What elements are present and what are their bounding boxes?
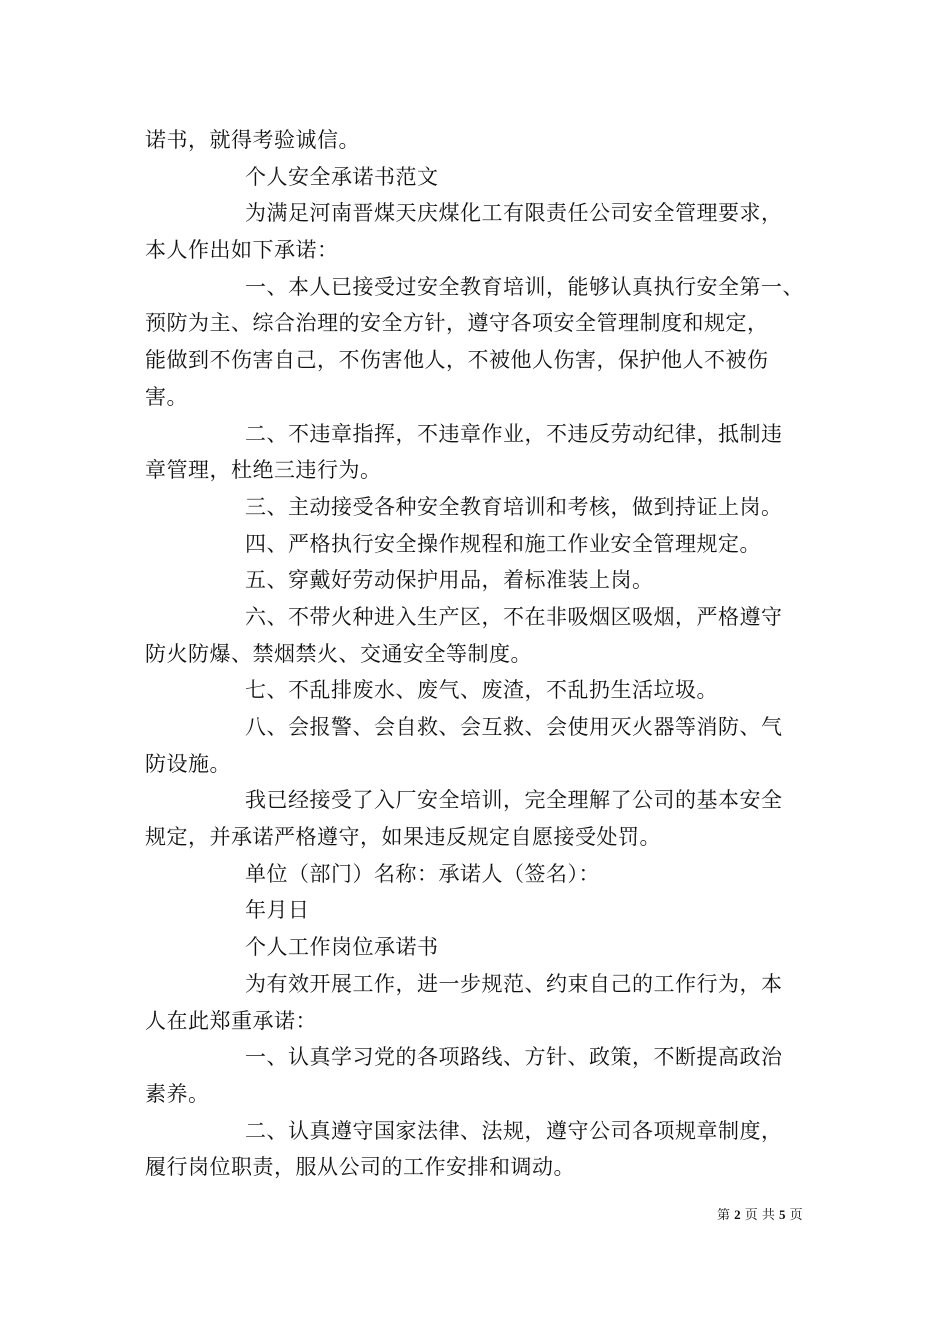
text-line: 害。: [145, 384, 188, 409]
text-line: 能做到不伤害自己，不伤害他人，不被他人伤害，保护他人不被伤: [145, 348, 769, 373]
total-page-number: 5: [779, 1207, 786, 1222]
text-line: 人在此郑重承诺：: [145, 1008, 317, 1033]
text-line: 预防为主、综合治理的安全方针，遵守各项安全管理制度和规定，: [145, 311, 769, 336]
text-line: 二、认真遵守国家法律、法规，遵守公司各项规章制度，: [245, 1118, 783, 1143]
text-line: 诺书，就得考验诚信。: [145, 128, 360, 152]
text-line: 一、本人已接受过安全教育培训，能够认真执行安全第一、: [245, 274, 804, 299]
text-line: 八、会报警、会自救、会互救、会使用灭火器等消防、气: [245, 715, 783, 739]
text-line: 素养。: [145, 1081, 210, 1106]
text-line: 四、严格执行安全操作规程和施工作业安全管理规定。: [245, 531, 761, 556]
signature-line: 单位（部门）名称：承诺人（签名）：: [245, 861, 600, 886]
text-line: 防火防爆、禁烟禁火、交通安全等制度。: [145, 641, 532, 666]
text-line: 本人作出如下承诺：: [145, 238, 339, 263]
text-line: 履行岗位职责，服从公司的工作安排和调动。: [145, 1155, 575, 1180]
text-line: 五、穿戴好劳动保护用品，着标准装上岗。: [245, 568, 654, 593]
section-title-safety-pledge: 个人安全承诺书范文: [245, 164, 439, 189]
section-title-job-pledge: 个人工作岗位承诺书: [245, 935, 439, 960]
page-number-footer: [717, 1206, 803, 1225]
footer-middle: 页 共: [740, 1208, 780, 1223]
text-line: 三、主动接受各种安全教育培训和考核，做到持证上岗。: [245, 494, 783, 519]
text-line: 防设施。: [145, 751, 231, 776]
footer-suffix: 页: [785, 1208, 803, 1223]
text-line: 规定，并承诺严格遵守，如果违反规定自愿接受处罚。: [145, 825, 661, 850]
text-line: 为满足河南晋煤天庆煤化工有限责任公司安全管理要求，: [245, 201, 783, 226]
text-line: 一、认真学习党的各项路线、方针、政策，不断提高政治: [245, 1045, 783, 1070]
text-line: 我已经接受了入厂安全培训，完全理解了公司的基本安全: [245, 788, 783, 813]
text-line: 六、不带火种进入生产区，不在非吸烟区吸烟，严格遵守: [245, 604, 783, 629]
current-page-number: 2: [734, 1207, 741, 1222]
text-line: 二、不违章指挥，不违章作业，不违反劳动纪律，抵制违: [245, 421, 783, 446]
text-line: 章管理，杜绝三违行为。: [145, 458, 382, 483]
text-line: 为有效开展工作，进一步规范、约束自己的工作行为，本: [245, 971, 783, 996]
footer-prefix: 第: [717, 1208, 735, 1223]
document-body: [145, 122, 825, 1186]
date-line: 年月日: [245, 898, 310, 923]
text-line: 七、不乱排废水、废气、废渣，不乱扔生活垃圾。: [245, 678, 718, 703]
